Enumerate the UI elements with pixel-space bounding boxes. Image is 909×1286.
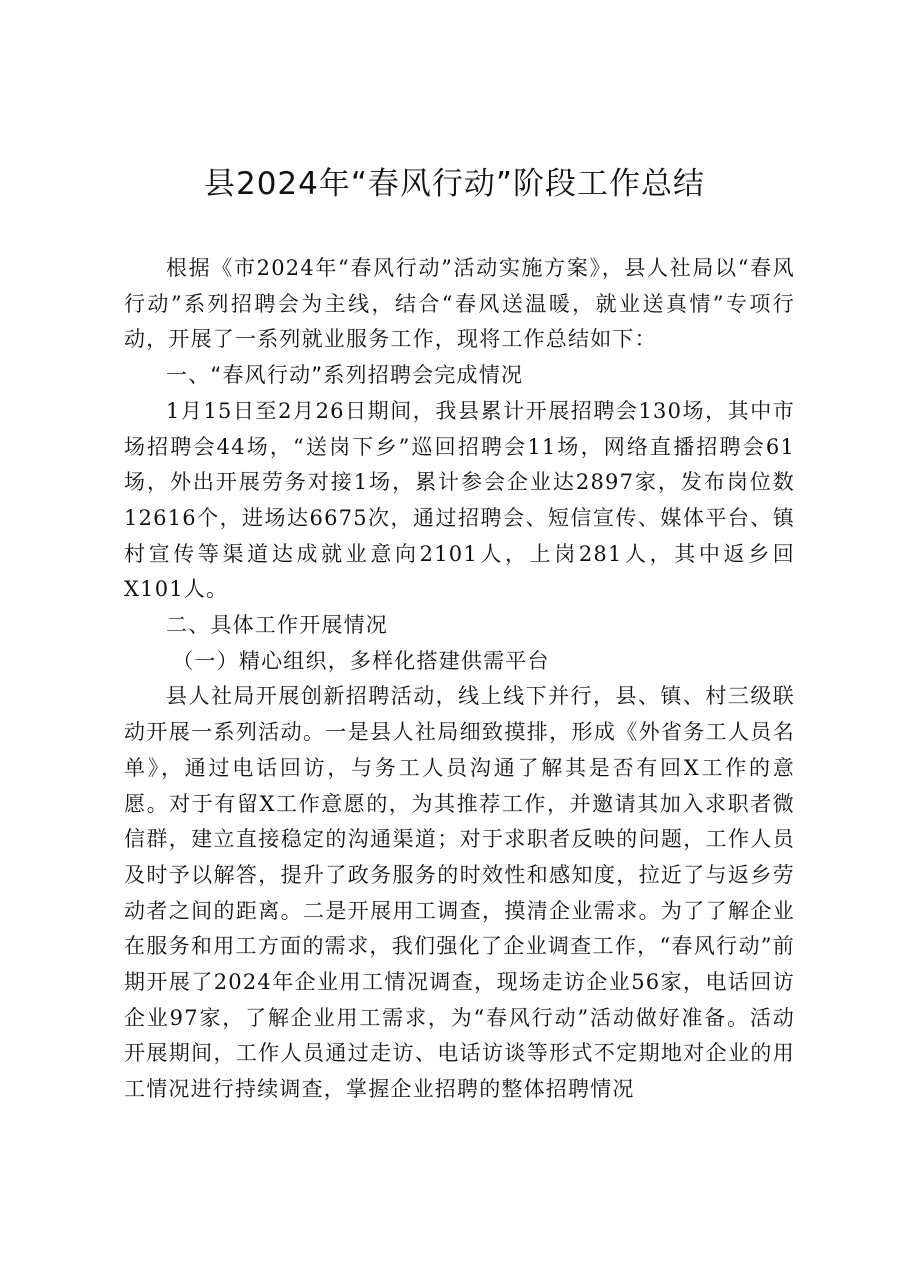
section-1-paragraph: 1月15日至2月26日期间，我县累计开展招聘会130场，其中市场招聘会44场，“送岗下乡”巡回招聘会11场，网络直播招聘会61场，外出开展劳务对接1场，累计参会企业达2897家，发布岗位数12616个，进场达6675次，通过招聘会、短信宣传、媒体平台、镇村宣传等渠道达成就业意向2101人，上岗281人，其中返乡回X101人。 <box>124 398 795 602</box>
section-2-paragraph-1: 县人社局开展创新招聘活动，线上线下并行，县、镇、村三级联动开展一系列活动。一是县人社局细致摸排，形成《外省务工人员名单》，通过电话回访，与务工人员沟通了解其是否有回X工作的意愿。对于有留X工作意愿的，为其推荐工作，并邀请其加入求职者微信群，建立直接稳定的沟通渠道；对于求职者反映的问题，工作人员及时予以解答，提升了政务服务的时效性和感知度，拉近了与返乡劳动者之间的距离。二是开展用工调查，摸清企业需求。为了了解企业在服务和用工方面的需求，我们强化了企业调查工作，“春风行动”前期开展了2024年企业用工情况调查，现场走访企业56家，电话回访企业97家，了解企业用工需求，为“春风行动”活动做好准备。活动开展期间，工作人员通过走访、电话访谈等形式不定期地对企业的用工情况进行持续调查，掌握企业招聘的整体招聘情况 <box>124 684 795 1102</box>
intro-paragraph: 根据《市2024年“春风行动”活动实施方案》，县人社局以“春风行动”系列招聘会为主线，结合“春风送温暖，就业送真情”专项行动，开展了一系列就业服务工作，现将工作总结如下： <box>124 256 795 352</box>
section-2-heading: 二、具体工作开展情况 <box>166 613 388 638</box>
section-2-subheading-1: （一）精心组织，多样化搭建供需平台 <box>172 648 550 673</box>
document-body <box>124 251 795 1108</box>
document-title: 县2024年“春风行动”阶段工作总结 <box>203 166 705 202</box>
section-1-heading: 一、“春风行动”系列招聘会完成情况 <box>166 363 524 388</box>
